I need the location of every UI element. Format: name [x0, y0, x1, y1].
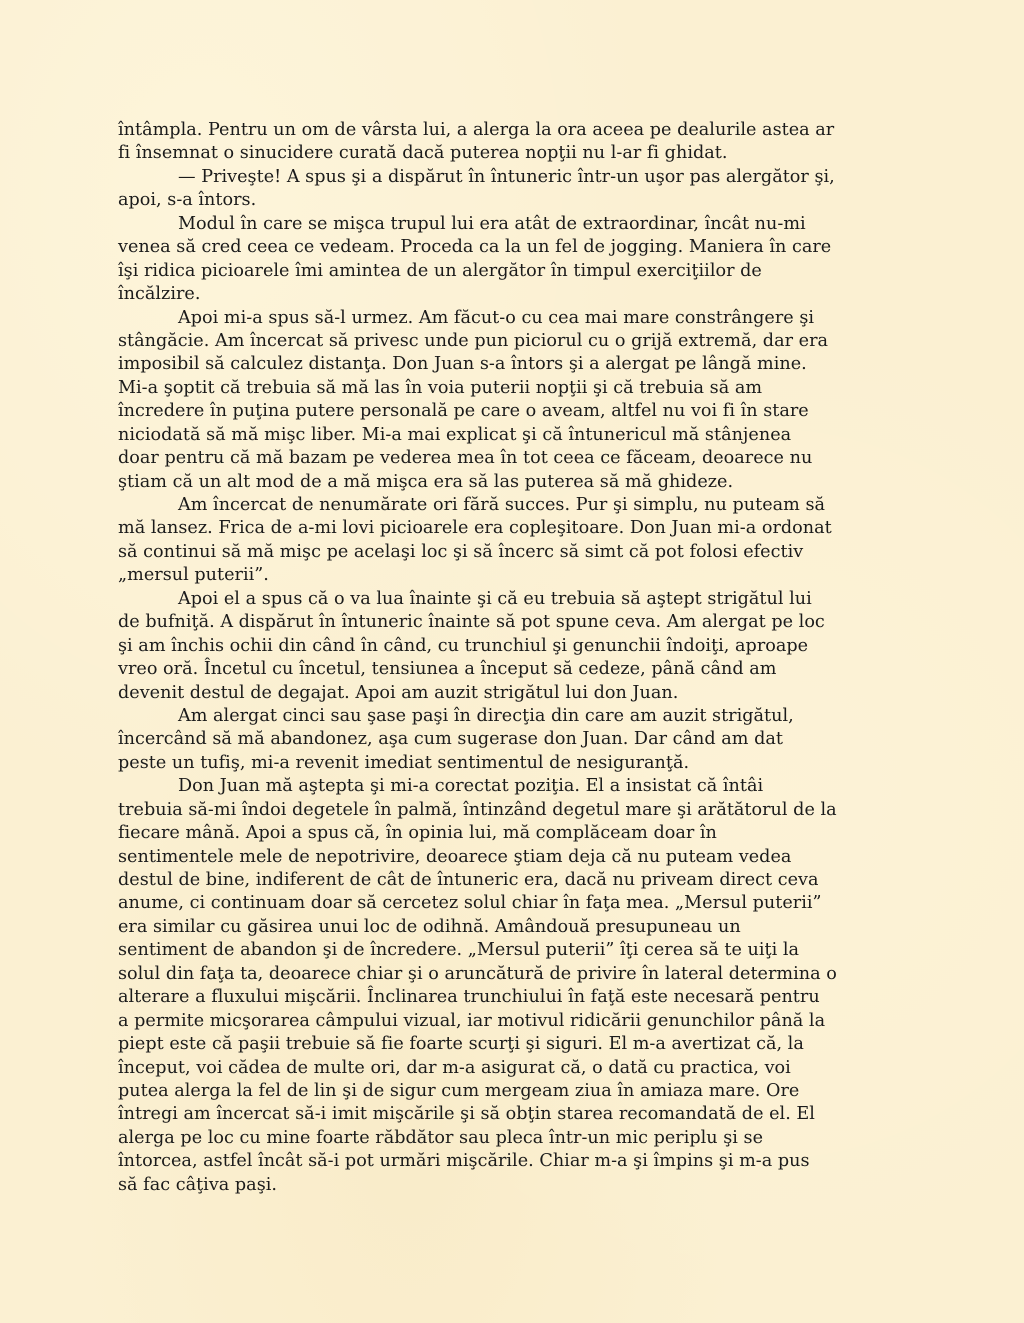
- paragraph-first-line: — Priveşte! A spus şi a dispărut în întuneric într-un uşor pas alergător şi,: [178, 166, 835, 187]
- text-line: încercând să mă abandonez, aşa cum sugerase don Juan. Dar când am dat: [118, 729, 783, 750]
- paragraph-first-line: Don Juan mă aştepta şi mi-a corectat poziţia. El a insistat că întâi: [178, 776, 764, 797]
- paragraph-first-line: Am alergat cinci sau şase paşi în direcţia din care am auzit strigătul,: [178, 705, 794, 726]
- paragraph-first-line: Apoi mi-a spus să-l urmez. Am făcut-o cu cea mai mare constrângere şi: [178, 307, 815, 328]
- document-body-text: [118, 119, 910, 1197]
- text-line: imposibil să calculez distanţa. Don Juan s-a întors şi a alergat pe lângă mine.: [118, 354, 807, 375]
- text-line: fiecare mână. Apoi a spus că, în opinia lui, mă complăceam doar în: [118, 823, 717, 844]
- text-line: să continui să mă mişc pe acelaşi loc şi să încerc să simt că pot folosi efectiv: [118, 541, 804, 562]
- text-line: întorcea, astfel încât să-i pot urmări mişcările. Chiar m-a şi împins şi m-a pus: [118, 1151, 810, 1172]
- text-line: încredere în puţina putere personală pe care o aveam, altfel nu voi fi în stare: [118, 401, 809, 422]
- text-line: doar pentru că mă bazam pe vederea mea în tot ceea ce făceam, deoarece nu: [118, 448, 813, 469]
- text-line: era similar cu găsirea unui loc de odihnă. Amândouă presupuneau un: [118, 916, 741, 937]
- text-line: sentiment de abandon şi de încredere. „Mersul puterii” îţi cerea să te uiţi la: [118, 940, 800, 961]
- text-line: anume, ci continuam doar să cercetez solul chiar în faţa mea. „Mersul puterii”: [118, 893, 822, 914]
- text-line: de bufniţă. A dispărut în întuneric înainte să pot spune ceva. Am alergat pe loc: [118, 612, 825, 633]
- text-line: „mersul puterii”.: [118, 565, 269, 586]
- text-line: şi am închis ochii din când în când, cu trunchiul şi genunchii îndoiţi, aproape: [118, 635, 809, 656]
- text-line: alterare a fluxului mişcării. Înclinarea trunchiului în faţă este necesară pentru: [118, 987, 820, 1008]
- paragraph-first-line: Modul în care se mişca trupul lui era atât de extraordinar, încât nu-mi: [178, 213, 806, 234]
- text-line: mă lansez. Frica de a-mi lovi picioarele era copleşitoare. Don Juan mi-a ordonat: [118, 518, 832, 539]
- text-line: peste un tufiş, mi-a revenit imediat sentimentul de nesiguranţă.: [118, 752, 690, 773]
- text-line: întâmpla. Pentru un om de vârsta lui, a alerga la ora aceea pe dealurile astea ar: [118, 120, 835, 140]
- text-line: întregi am încercat să-i imit mişcările şi să obţin starea recomandată de el. El: [118, 1104, 815, 1125]
- text-line: solul din faţa ta, deoarece chiar şi o aruncătură de privire în lateral determina o: [118, 963, 837, 984]
- text-line: alerga pe loc cu mine foarte răbdător sau pleca într-un mic periplu şi se: [118, 1127, 764, 1148]
- text-line: niciodată să mă mişc liber. Mi-a mai explicat şi că întunericul mă stânjenea: [118, 424, 792, 445]
- text-line: Mi-a şoptit că trebuia să mă las în voia puterii nopţii şi că trebuia să am: [118, 377, 763, 398]
- paragraph-first-line: Apoi el a spus că o va lua înainte şi că eu trebuia să aştept strigătul lui: [178, 588, 812, 609]
- text-line: apoi, s-a întors.: [118, 190, 257, 211]
- text-line: piept este că paşii trebuie să fie foarte scurţi şi siguri. El m-a avertizat că, la: [118, 1034, 804, 1055]
- text-line: destul de bine, indiferent de cât de întuneric era, dacă nu priveam direct ceva: [118, 870, 819, 890]
- text-line: venea să cred ceea ce vedeam. Proceda ca la un fel de jogging. Maniera în care: [118, 237, 832, 258]
- text-line: să fac câţiva paşi.: [118, 1174, 277, 1195]
- text-line: început, voi cădea de multe ori, dar m-a asigurat că, o dată cu practica, voi: [118, 1057, 791, 1078]
- text-line: ştiam că un alt mod de a mă mişca era să las puterea să mă ghideze.: [118, 471, 734, 492]
- text-line: sentimentele mele de nepotrivire, deoarece ştiam deja că nu puteam vedea: [118, 846, 792, 867]
- text-line: devenit destul de degajat. Apoi am auzit strigătul lui don Juan.: [118, 682, 679, 703]
- text-line: vreo oră. Încetul cu încetul, tensiunea a început să cedeze, până când am: [118, 659, 777, 680]
- text-line: putea alerga la fel de lin şi de sigur cum mergeam ziua în amiaza mare. Ore: [118, 1080, 800, 1101]
- text-line: trebuia să-mi îndoi degetele în palmă, întinzând degetul mare şi arătătorul de la: [118, 799, 837, 820]
- paragraph-first-line: Am încercat de nenumărate ori fără succes. Pur şi simplu, nu puteam să: [178, 495, 826, 515]
- text-line: stângăcie. Am încercat să privesc unde pun piciorul cu o grijă extremă, dar era: [118, 330, 829, 351]
- text-line: încălzire.: [118, 284, 201, 305]
- text-line: îşi ridica picioarele îmi amintea de un alergător în timpul exerciţiilor de: [118, 260, 762, 281]
- text-line: fi însemnat o sinucidere curată dacă puterea nopţii nu l-ar fi ghidat.: [118, 143, 728, 164]
- text-line: a permite micşorarea câmpului vizual, iar motivul ridicării genunchilor până la: [118, 1010, 826, 1031]
